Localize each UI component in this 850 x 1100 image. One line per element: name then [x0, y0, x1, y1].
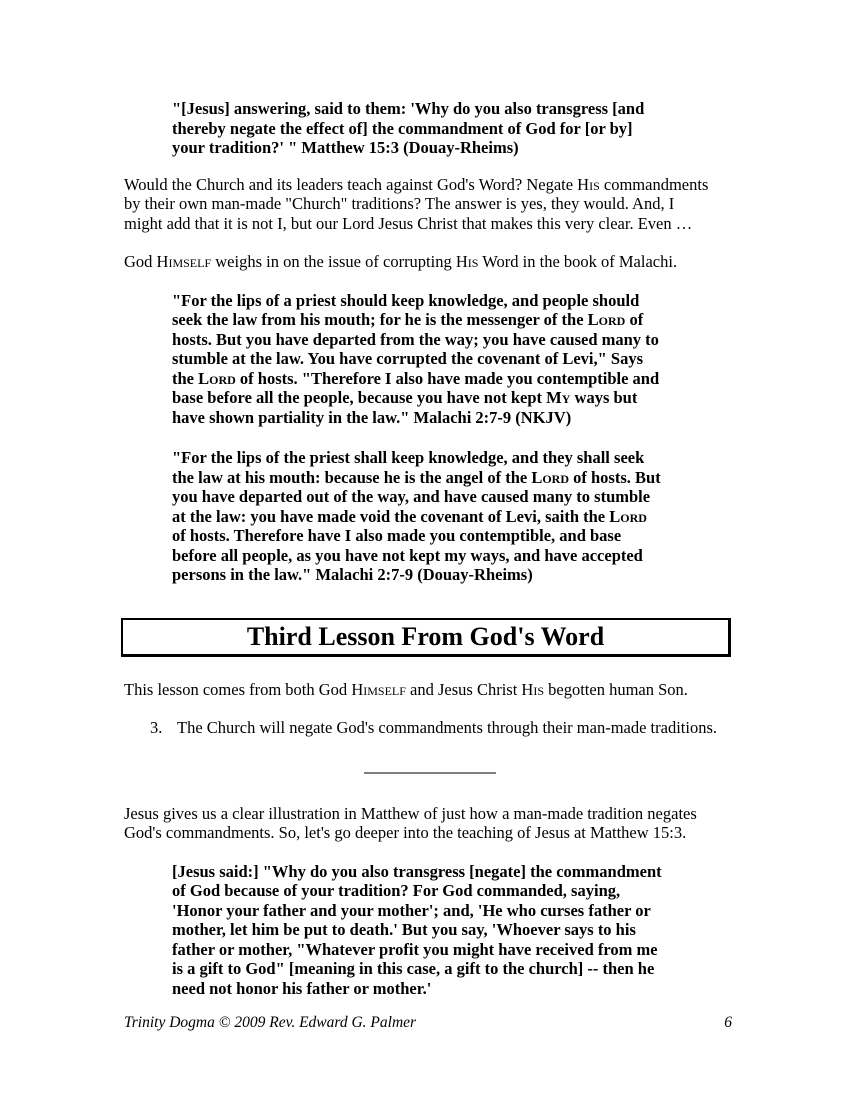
paragraph-this-lesson: This lesson comes from both God Himself and Jesus Christ His begotten human Son. — [124, 679, 688, 699]
blockquote-matthew-corban: [Jesus said:] "Why do you also transgress [negate] the commandment of God because of your tradition? For God commanded, saying, 'Honor your father and your mother'; and, 'He who curses father or mother, let him be put to death.' But you say, 'Whoever says to his father or mother, "Whatever profit you might have received from me is a gift to God" [meaning in this case, a gift to the church] -- then he need not honor his father or mother.' — [172, 861, 662, 998]
numbered-list-item — [150, 718, 735, 738]
blockquote-matthew-15-3-douay: "[Jesus] answering, said to them: 'Why do you also transgress [and thereby negate the effect of] the commandment of God for [or by] your tradition?' " Matthew 15:3 (Douay-Rheims) — [172, 99, 645, 157]
footer-page-number: 6 — [724, 1014, 732, 1031]
paragraph-god-himself-weighs: God Himself weighs in on the issue of corrupting His Word in the book of Malachi. — [124, 252, 678, 271]
page-footer — [124, 1014, 732, 1032]
blockquote-malachi-nkjv: "For the lips of a priest should keep knowledge, and people should seek the law from his mouth; for he is the messenger of the Lord of hosts. But you have departed from the way; you have caused many to stumble at the law. You have corrupted the covenant of Levi," Says the Lord of hosts. "Therefore I also have made you contemptible and base before all the people, because you have not kept My ways but have shown partiality in the law." Malachi 2:7-9 (NKJV) — [172, 290, 660, 427]
section-heading-title: Third Lesson From God's Word — [246, 621, 605, 651]
section-separator-rule — [364, 772, 496, 774]
list-item-number: 3. — [150, 718, 163, 737]
paragraph-jesus-gives: Jesus gives us a clear illustration in Matthew of just how a man-made tradition negates God's commandments. So, let's go deeper into the teaching of Jesus at Matthew 15:3. — [124, 803, 697, 842]
section-heading-box — [121, 618, 731, 657]
list-item-text: The Church will negate God's commandments through their man-made traditions. — [177, 718, 718, 737]
footer-copyright: Trinity Dogma © 2009 Rev. Edward G. Palmer — [124, 1014, 417, 1031]
paragraph-would-the-church: Would the Church and its leaders teach against God's Word? Negate His commandments by their own man-made "Church" traditions? The answer is yes, they would. And, I might add that it is not I, but our Lord Jesus Christ that makes this very clear. Even … — [124, 174, 709, 233]
blockquote-malachi-douay: "For the lips of the priest shall keep knowledge, and they shall seek the law at his mouth: because he is the angel of the Lord of hosts. But you have departed out of the way, and have caused many to stumble at the law: you have made void the covenant of Levi, saith the Lord of hosts. Therefore have I also made you contemptible, and base before all people, as you have not kept my ways, and have accepted persons in the law." Malachi 2:7-9 (Douay-Rheims) — [172, 448, 661, 584]
